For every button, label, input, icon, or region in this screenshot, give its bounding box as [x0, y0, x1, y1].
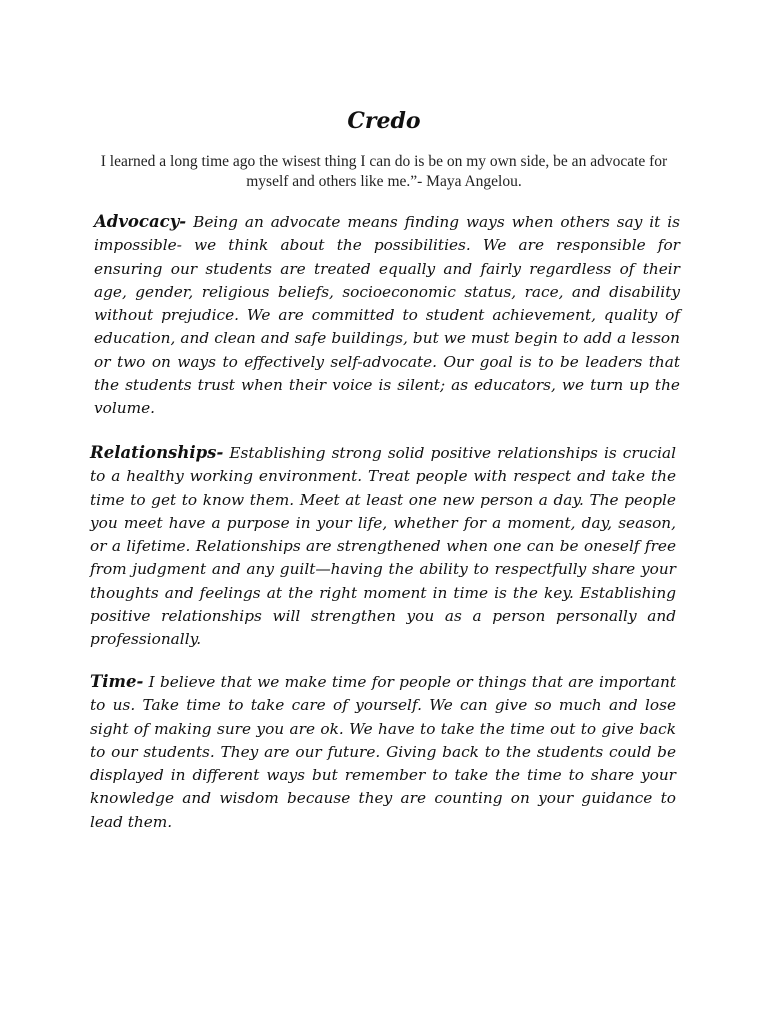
epigraph-quote: I learned a long time ago the wisest thing I can do is be on my own side, be an advocate for myself and others like me.”- Maya Angelou. [100, 153, 668, 190]
section-body-advocacy: Being an advocate means finding ways when others say it is impossible- we think about the possibilities. We are responsible for ensuring our students are treated equally and fairly regardless of their age, gender, religious beliefs, socioeconomic status, race, and disability without prejudice. We are committed to student achievement, quality of education, and clean and safe buildings, but we must begin to add a lesson or two on ways to effectively self-advocate. Our goal is to be leaders that the students trust when their voice is silent; as educators, we turn up the volume. [94, 213, 680, 418]
section-heading-time: Time- [90, 672, 144, 691]
section-body-relationships: Establishing strong solid positive relationships is crucial to a healthy working environment. Treat people with respect and take the time to get to know them. Meet at least one new person a day. The people you meet have a purpose in your life, whether for a moment, day, season, or a lifetime. Relationships are strengthened when one can be oneself free from judgment and any guilt—having the ability to respectfully share your thoughts and feelings at the right moment in time is the key. Establishing positive relationships will strengthen you as a person personally and professionally. [90, 444, 676, 649]
section-advocacy [90, 210, 680, 421]
section-heading-advocacy: Advocacy- [94, 212, 187, 231]
section-body-time: I believe that we make time for people or things that are important to us. Take time to take care of yourself. We can give so much and lose sight of making sure you are ok. We have to take the time out to give back to our students. They are our future. Giving back to the students could be displayed in different ways but remember to take the time to share your knowledge and wisdom because they are counting on your guidance to lead them. [90, 673, 676, 831]
section-relationships [90, 441, 676, 652]
section-heading-relationships: Relationships- [90, 443, 224, 462]
page-title: Credo [347, 108, 421, 134]
section-time [90, 670, 676, 834]
